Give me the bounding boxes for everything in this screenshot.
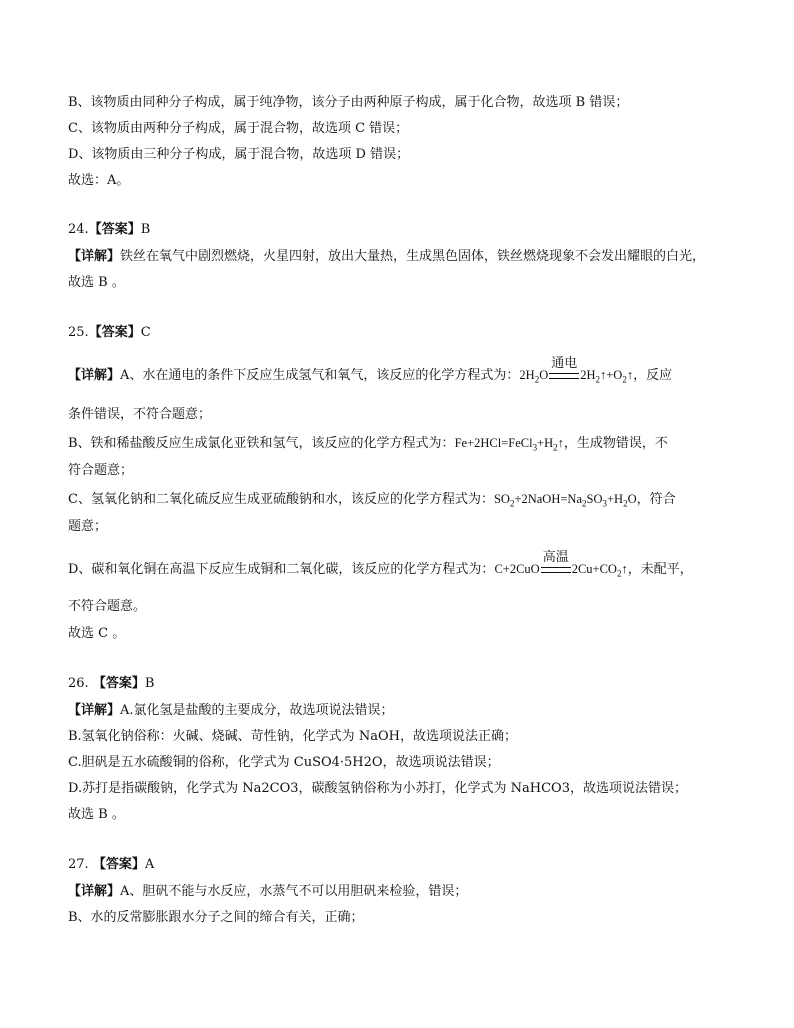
detail-tag: 【详解】 — [68, 368, 121, 383]
text-line: 故选：A。 — [68, 173, 130, 188]
question-number: 26. — [68, 676, 93, 691]
question-26-detail — [68, 702, 394, 720]
answer-tag: 【答案】 — [88, 325, 141, 340]
answer-tag: 【答案】 — [92, 857, 145, 872]
chemical-equation: $SO_2+2NaOH=Na_2SO_3+H_2O$ — [493, 492, 637, 509]
question-27-answer — [68, 856, 154, 874]
text-line: B、该物质由同种分子构成，属于纯净物，该分子由两种原子构成，属于化合物，故选项 B 错误； — [68, 95, 629, 110]
text-line: 故选 C 。 — [68, 626, 126, 641]
chemical-equation: $2H_2O$ 通电 $2H_2↑+O_2↑$ — [519, 355, 634, 385]
text-line: 故选 B 。 — [68, 807, 125, 822]
text-line: C.胆矾是五水硫酸铜的俗称，化学式为 CuSO4·5H2O，故选项说法错误； — [68, 755, 500, 770]
option-tail: ，符合 — [636, 492, 676, 507]
question-24-answer — [68, 221, 150, 239]
answer-value: A — [144, 857, 155, 872]
text-line: 题意； — [68, 519, 108, 534]
option-text: A、水在通电的条件下反应生成氢气和氧气，该反应的化学方程式为： — [120, 368, 520, 383]
text-line: C、该物质由两种分子构成，属于混合物，故选项 C 错误； — [68, 121, 409, 136]
question-number: 24. — [68, 222, 89, 237]
question-number: 25. — [68, 325, 89, 340]
answer-tag: 【答案】 — [88, 222, 141, 237]
detail-text: A.氯化氢是盐酸的主要成分，故选项说法错误； — [120, 703, 394, 718]
text-line: B.氢氧化钠俗称：火碱、烧碱、苛性钠，化学式为 NaOH，故选项说法正确； — [68, 729, 517, 744]
answer-value: B — [140, 222, 151, 237]
question-27-detail — [68, 883, 467, 901]
text-line: 不符合题意。 — [68, 599, 147, 614]
chemical-equation: C+2CuO 高温 $2Cu+CO_2↑$ — [494, 549, 628, 579]
question-26-answer — [68, 675, 154, 693]
question-25-option-a — [68, 355, 673, 389]
text-line: 故选 B 。 — [68, 275, 125, 290]
detail-tag: 【详解】 — [68, 703, 121, 718]
chemical-equation: $Fe+2HCl=FeCl_3+H_2↑$ — [454, 436, 564, 453]
question-number: 27. — [68, 857, 93, 872]
text-line: B、水的反常膨胀跟水分子之间的缔合有关，正确； — [68, 910, 364, 925]
answer-value: B — [144, 676, 155, 691]
question-24-detail — [68, 248, 705, 266]
text-line: 符合题意； — [68, 463, 134, 478]
detail-tag: 【详解】 — [68, 884, 121, 899]
detail-tag: 【详解】 — [68, 249, 121, 264]
question-25-answer — [68, 324, 151, 342]
option-text: D、碳和氧化铜在高温下反应生成铜和二氧化碳，该反应的化学方程式为： — [68, 562, 495, 577]
option-tail: ，生成物错误，不 — [563, 436, 668, 451]
text-line: D.苏打是指碳酸钠，化学式为 Na2CO3，碳酸氢钠俗称为小苏打，化学式为 NaHCO3，故选项说法错误； — [68, 781, 687, 796]
question-25-option-d — [68, 549, 693, 583]
option-text: C、氢氧化钠和二氧化硫反应生成亚硫酸钠和水，该反应的化学方程式为： — [68, 492, 494, 507]
option-tail: ，未配平， — [627, 562, 693, 577]
reaction-condition: 通电 — [549, 366, 579, 384]
text-line: 条件错误，不符合题意； — [68, 407, 212, 422]
answer-tag: 【答案】 — [92, 676, 145, 691]
question-25-option-c — [68, 490, 676, 513]
answer-value: C — [140, 325, 151, 340]
reaction-condition: 高温 — [541, 560, 571, 578]
question-25-option-b — [68, 434, 668, 457]
detail-text: A、胆矾不能与水反应，水蒸气不可以用胆矾来检验，错误； — [120, 884, 468, 899]
option-tail: ，反应 — [633, 368, 673, 383]
detail-text: 铁丝在氧气中剧烈燃烧，火星四射，放出大量热，生成黑色固体，铁丝燃烧现象不会发出耀眼的白光， — [120, 249, 706, 264]
text-line: D、该物质由三种分子构成，属于混合物，故选项 D 错误； — [68, 147, 410, 162]
option-text: B、铁和稀盐酸反应生成氯化亚铁和氢气，该反应的化学方程式为： — [68, 436, 455, 451]
